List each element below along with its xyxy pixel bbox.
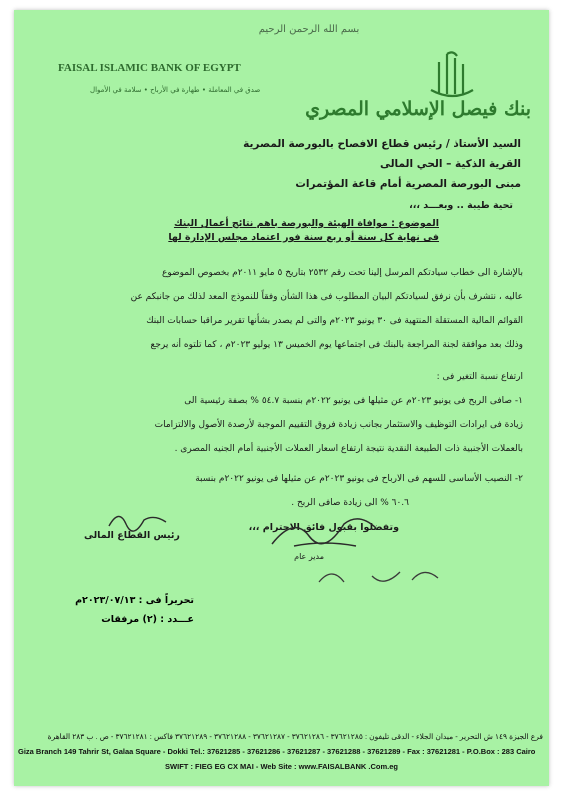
attachments-line: عـــدد : (٢) مرفقات (101, 614, 194, 625)
signature-sector-head (104, 506, 174, 540)
footer-english-address: Giza Branch 149 Tahrir St, Galaa Square - Dokki Tel.: 37621285 - 37621286 - 37621287 - 37621288 - 37621289 - Fax : 37621281 - P.O.Box : 283 Cairo (18, 747, 536, 756)
initials-signature (314, 558, 444, 598)
body-paragraph-line: وذلك بعد موافقة لجنة المراجعة بالبنك فى اجتماعها يوم الخميس ١٣ يوليو ٢٠٢٣م ، كما تلتوه أنه يرجع (150, 340, 523, 350)
item-1-line: ١- صافى الربح فى يونيو ٢٠٢٣م عن مثيلها فى يونيو ٢٠٢٢م بنسبة ٥٤.٧ % بصفة رئيسية الى (184, 396, 523, 406)
footer-arabic-address: فرع الجيزة ١٤٩ ش التحرير - ميدان الجلاء - الدقى تليفون : ٣٧٦٢١٢٨٥ - ٣٧٦٢١٢٨٦ - ٣٧٦٢١٢٨٧ - ٣٧٦٢١٢٨٨ - ٣٧٦٢١٢٨٩ فاكس : ٣٧٦٢١٢٨١ - ص . ب ٢٨٣ القاهرة (47, 732, 543, 741)
body-paragraph-line: عاليه ، نتشرف بأن نرفق لسيادتكم البيان المطلوب فى هذا الشأن وفقاً للنموذج المعد لذلك من جانبكم عن (130, 292, 523, 302)
bank-tagline: صدق في المعاملة • طهارة في الأرباح • سلامة في الأموال (90, 86, 261, 94)
item-2-line: ٦٠.٦ % الى زيادة صافى الربح . (291, 498, 409, 508)
item-2-line: ٢- النصيب الأساسى للسهم فى الارباح فى يونيو ٢٠٢٣م عن مثيلها فى يونيو ٢٠٢٢م بنسبة (195, 474, 523, 484)
bank-english-name: FAISAL ISLAMIC BANK OF EGYPT (58, 62, 241, 74)
closing-courtesy: وتفضلوا بقبول فائق الاحترام ،،، (248, 522, 399, 533)
subject-line-2: فى نهاية كل سنة أو ربع سنة فور اعتماد مجلس الإدارة لها (168, 232, 439, 243)
footer-web-line: SWIFT : FIEG EG CX MAI - Web Site : www.FAISALBANK .Com.eg (165, 762, 398, 771)
bank-arabic-name: بنك فيصل الإسلامي المصري (305, 98, 531, 120)
letter-sheet (14, 10, 549, 786)
date-block (74, 595, 194, 625)
bank-logo-icon (419, 50, 489, 100)
item-1-line: بالعملات الأجنبية ذات الطبيعة النقدية نتيجة ارتفاع اسعار العملات الأجنبية أمام الجنيه المصرى . (174, 444, 523, 454)
basmala: بسم الله الرحمن الرحيم (258, 24, 360, 35)
subject-line-1: الموضوع : موافاة الهيئة والبورصة باهم نتائج أعمال البنك (173, 218, 439, 229)
recipient-line-3: مبنى البورصة المصرية أمام قاعة المؤتمرات (295, 178, 521, 190)
body-paragraph-line: القوائم المالية المستقلة المنتهية فى ٣٠ يونيو ٢٠٢٣م والتى لم يصدر بشأنها تقرير مراقبا حسابات البنك (146, 316, 523, 326)
manager-title: مدير عام (294, 552, 324, 561)
body-paragraph-line: بالإشارة الى خطاب سيادتكم المرسل إلينا تحت رقم ٢٥٣٢ بتاريخ ٥ مايو ٢٠١١م بخصوص الموضوع (161, 268, 523, 278)
footer (14, 732, 549, 771)
signature-manager (264, 506, 384, 558)
change-heading: ارتفاع نسبة التغير فى : (436, 372, 523, 382)
sector-head-title: رئيس القطاع المالى (84, 530, 180, 541)
item-1-line: زيادة فى ايرادات التوظيف والاستثمار بجانب زيادة فروق التقييم الموجبة لأرصدة الأصول والالتزامات (154, 420, 523, 430)
recipient-line-1: السيد الأستاذ / رئيس قطاع الافصاح بالبورصة المصرية (243, 138, 521, 150)
date-line: تحريراً فى : ٢٠٢٣/٠٧/١٣م (75, 595, 194, 606)
greeting: تحية طيبة .. وبعـــد ،،، (409, 200, 513, 211)
recipient-line-2: القرية الذكية – الحي المالى (379, 158, 521, 170)
